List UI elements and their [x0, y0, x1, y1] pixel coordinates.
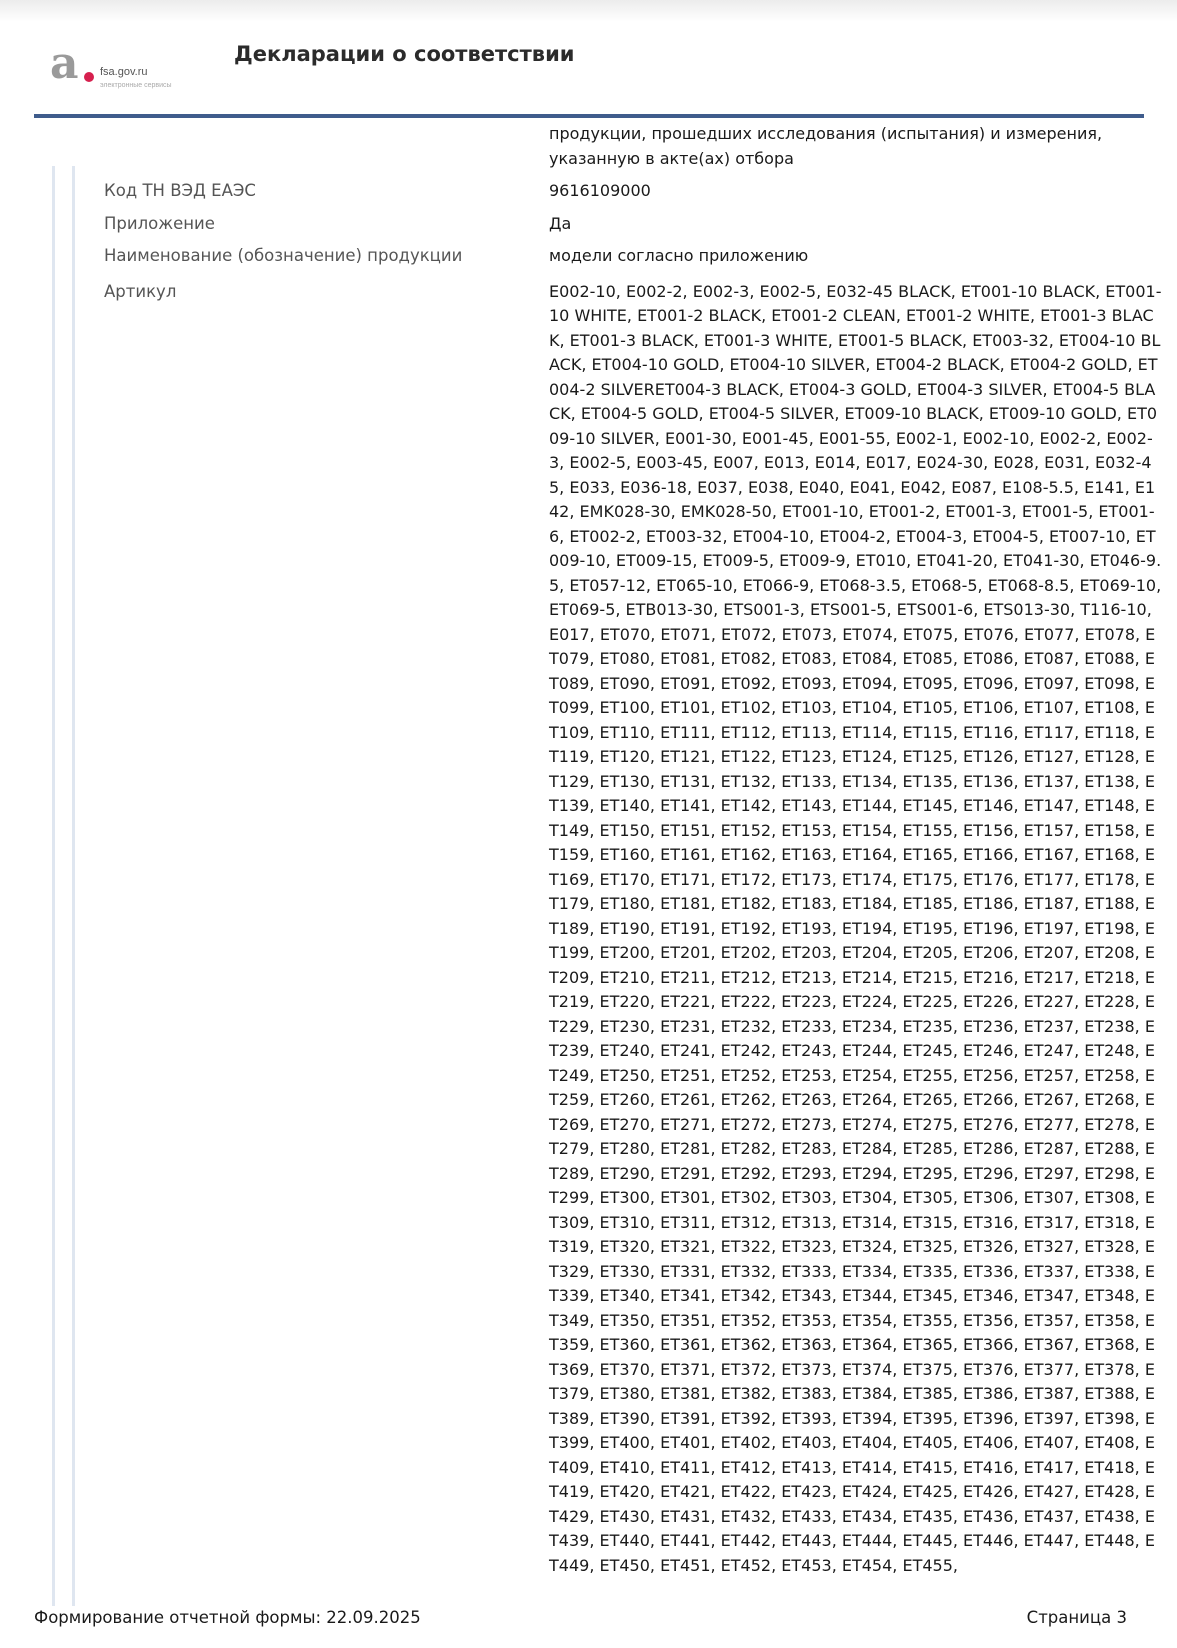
articles-list: E002-10, E002-2, E002-3, E002-5, E032-45 BLACK, ET001-10 BLACK, ET001-10 WHITE, ET001-2 BLACK, ET001-2 CLEAN, ET001-2 WHITE, ET001-3 BLACK, ET001-3 BLACK, ET001-3 WHITE, ET001-5 BLACK, ET003-32, ET004-10 BLACK, ET004-10 GOLD, ET004-10 SILVER, ET004-2 BLACK, ET004-2 GOLD, ET004-2 SILVERET004-3 BLACK, ET004-3 GOLD, ET004-3 SILVER, ET004-5 BLACK, ET004-5 GOLD, ET004-5 SILVER, ET009-10 BLACK, ET009-10 GOLD, ET009-10 SILVER, E001-30, E001-45, E001-55, E002-1, E002-10, E002-2, E002-3, E002-5, E003-45, E007, E013, E014, E017, E024-30, E028, E031, E032-45, E033, E036-18, E037, E038, E040, E041, E042, E087, E108-5.5, E141, E142, EMK028-30, EMK028-50, ET001-10, ET001-2, ET001-3, ET001-5, ET001-6, ET002-2, ET003-32, ET004-10, ET004-2, ET004-3, ET004-5, ET007-10, ET009-10, ET009-15, ET009-5, ET009-9, ET010, ET041-20, ET041-30, ET046-9.5, ET057-12, ET065-10, ET066-9, ET068-3.5, ET068-5, ET068-8.5, ET069-10, ET069-5, ETB013-30, ETS001-3, ETS001-5, ETS001-6, ETS013-30, T116-10, E017, ET070, ET071, ET072, ET073, ET074, ET075, ET076, ET077, ET078, ET079, ET080, ET081, ET082, ET083, ET084, ET085, ET086, ET087, ET088, ET089, ET090, ET091, ET092, ET093, ET094, ET095, ET096, ET097, ET098, ET099, ET100, ET101, ET102, ET103, ET104, ET105, ET106, ET107, ET108, ET109, ET110, ET111, ET112, ET113, ET114, ET115, ET116, ET117, ET118, ET119, ET120, ET121, ET122, ET123, ET124, ET125, ET126, ET127, ET128, ET129, ET130, ET131, ET132, ET133, ET134, ET135, ET136, ET137, ET138, ET139, ET140, ET141, ET142, ET143, ET144, ET145, ET146, ET147, ET148, ET149, ET150, ET151, ET152, ET153, ET154, ET155, ET156, ET157, ET158, ET159, ET160, ET161, ET162, ET163, ET164, ET165, ET166, ET167, ET168, ET169, ET170, ET171, ET172, ET173, ET174, ET175, ET176, ET177, ET178, ET179, ET180, ET181, ET182, ET183, ET184, ET185, ET186, ET187, ET188, ET189, ET190, ET191, ET192, ET193, ET194, ET195, ET196, ET197, ET198, ET199, ET200, ET201, ET202, ET203, ET204, ET205, ET206, ET207, ET208, ET209, ET210, ET211, ET212, ET213, ET214, ET215, ET216, ET217, ET218, ET219, ET220, ET221, ET222, ET223, ET224, ET225, ET226, ET227, ET228, ET229, ET230, ET231, ET232, ET233, ET234, ET235, ET236, ET237, ET238, ET239, ET240, ET241, ET242, ET243, ET244, ET245, ET246, ET247, ET248, ET249, ET250, ET251, ET252, ET253, ET254, ET255, ET256, ET257, ET258, ET259, ET260, ET261, ET262, ET263, ET264, ET265, ET266, ET267, ET268, ET269, ET270, ET271, ET272, ET273, ET274, ET275, ET276, ET277, ET278, ET279, ET280, ET281, ET282, ET283, ET284, ET285, ET286, ET287, ET288, ET289, ET290, ET291, ET292, ET293, ET294, ET295, ET296, ET297, ET298, ET299, ET300, ET301, ET302, ET303, ET304, ET305, ET306, ET307, ET308, ET309, ET310, ET311, ET312, ET313, ET314, ET315, ET316, ET317, ET318, ET319, ET320, ET321, ET322, ET323, ET324, ET325, ET326, ET327, ET328, ET329, ET330, ET331, ET332, ET333, ET334, ET335, ET336, ET337, ET338, ET339, ET340, ET341, ET342, ET343, ET344, ET345, ET346, ET347, ET348, ET349, ET350, ET351, ET352, ET353, ET354, ET355, ET356, ET357, ET358, ET359, ET360, ET361, ET362, ET363, ET364, ET365, ET366, ET367, ET368, ET369, ET370, ET371, ET372, ET373, ET374, ET375, ET376, ET377, ET378, ET379, ET380, ET381, ET382, ET383, ET384, ET385, ET386, ET387, ET388, ET389, ET390, ET391, ET392, ET393, ET394, ET395, ET396, ET397, ET398, ET399, ET400, ET401, ET402, ET403, ET404, ET405, ET406, ET407, ET408, ET409, ET410, ET411, ET412, ET413, ET414, ET415, ET416, ET417, ET418, ET419, ET420, ET421, ET422, ET423, ET424, ET425, ET426, ET427, ET428, ET429, ET430, ET431, ET432, ET433, ET434, ET435, ET436, ET437, ET438, ET439, ET440, ET441, ET442, ET443, ET444, ET445, ET446, ET447, ET448, ET449, ET450, ET451, ET452, ET453, ET454, ET455, [549, 281, 1162, 1575]
field-row-tnved [104, 179, 1164, 204]
field-label: Артикул [104, 281, 177, 301]
side-bar-inner [72, 166, 75, 1606]
page-title: Декларации о соответствии [234, 42, 575, 66]
top-shade [0, 0, 1177, 22]
field-row-appendix [104, 212, 1164, 237]
fsa-logo-icon: a [50, 38, 79, 89]
field-value: 9616109000 [549, 181, 651, 200]
logo-site-text: fsa.gov.ru [100, 66, 148, 78]
field-label: Приложение [104, 213, 215, 233]
field-label: Наименование (обозначение) продукции [104, 246, 463, 265]
fsa-logo [50, 38, 200, 96]
field-row-articles [104, 280, 1164, 1579]
page-header [34, 30, 1144, 116]
field-row-product-name [104, 244, 1164, 269]
continuation-text: продукции, прошедших исследования (испытания) и измерения, указанную в акте(ах) отбора [549, 124, 1103, 168]
field-value: Да [549, 213, 572, 233]
report-generated-date: Формирование отчетной формы: 22.09.2025 [34, 1608, 421, 1627]
page-number: Страница 3 [1026, 1608, 1127, 1627]
logo-dot-icon [84, 72, 94, 82]
field-value: модели согласно приложению [549, 246, 809, 265]
field-label: Код ТН ВЭД ЕАЭС [104, 181, 256, 200]
header-divider [34, 114, 1144, 118]
declaration-content [104, 122, 1164, 1578]
logo-subtitle: электронные сервисы [100, 82, 172, 89]
side-bar-outer [52, 166, 55, 1606]
